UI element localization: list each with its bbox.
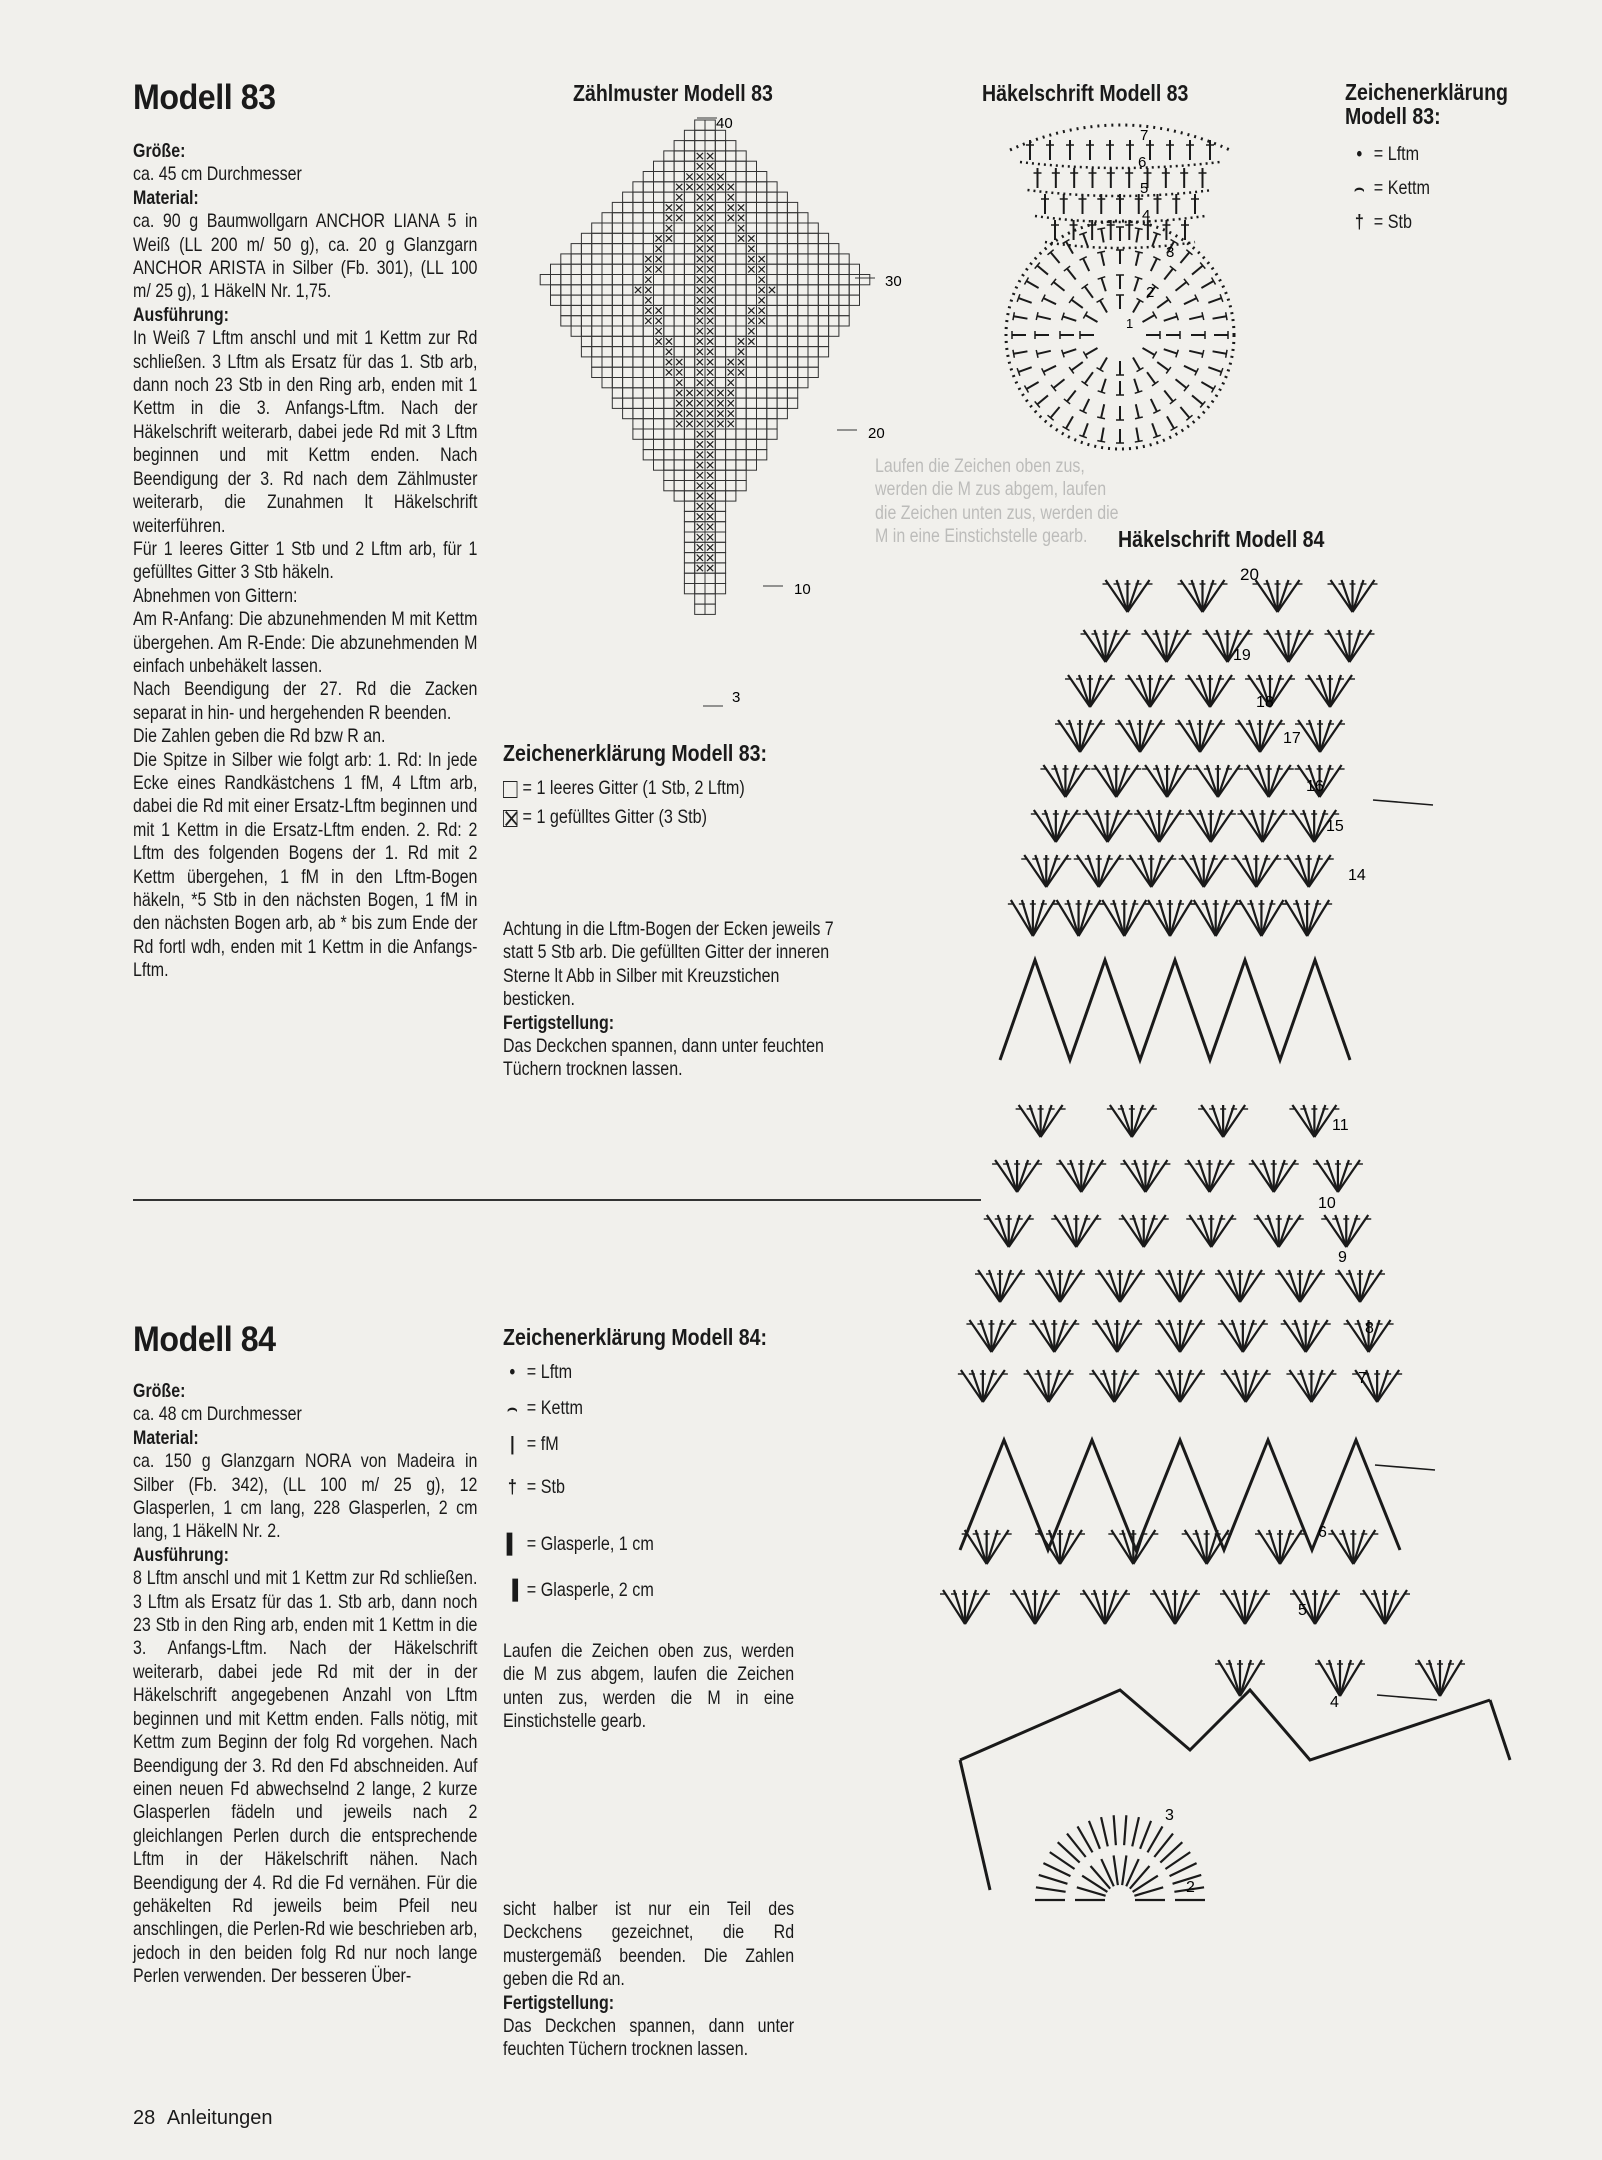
chart-row-label: 20 [868, 425, 885, 442]
round-label: 4 [1142, 207, 1151, 224]
round-label: 5 [1140, 180, 1149, 197]
round-label: 7 [1358, 1370, 1367, 1387]
model84-continued [503, 1898, 794, 2062]
round-label: 5 [1298, 1602, 1307, 1619]
model83-execution-paragraph: Die Zahlen geben die Rd bzw R an. [133, 725, 386, 748]
legend-bead-2cm: ▐ = Glasperle, 2 cm [503, 1580, 654, 1602]
round-label: 18 [1256, 694, 1274, 711]
round-label: 4 [1330, 1694, 1339, 1711]
legend-cross-box: = 1 gefülltes Gitter (3 Stb) [503, 807, 707, 829]
legend-lftm: • = Lftm [503, 1362, 572, 1384]
model83-crochet-title: Häkelschrift Modell 83 [982, 80, 1189, 106]
chain-stitch-icon: • [1356, 144, 1363, 165]
legend-fm: | = fM [503, 1434, 559, 1456]
round-label: 9 [1338, 1249, 1347, 1266]
round-label: 20 [1240, 565, 1259, 584]
footer-section: Anleitungen [166, 2107, 273, 2129]
treble-stitch-icon: † [507, 1477, 517, 1498]
section-divider [133, 1199, 981, 1201]
model84-join-note-ghost: Laufen die Zeichen oben zus, werden die M zus abgem, laufen die Zeichen unten zus, werden die M in eine Einstichstelle gearb. [875, 455, 1119, 548]
model84-title: Modell 84 [133, 1320, 276, 1359]
model83-note-text: Achtung in die Lftm-Bogen der Ecken jeweils 7 statt 5 Stb arb. Die gefüllten Gitter der inneren Sterne lt Abb in Silber mit Kreuzstichen besticken. [503, 918, 834, 1011]
chart-row-label: 3 [732, 689, 741, 706]
model83-execution-paragraph: Nach Beendigung der 27. Rd die Zacken separat in hin- und hergehenden R beenden. [133, 678, 478, 724]
round-label: 2 [1146, 284, 1155, 301]
model84-finish-label: Fertigstellung: [503, 1991, 615, 2014]
model83-crochet-diagram [960, 110, 1280, 460]
model83-note [503, 918, 852, 1082]
model83-chart-title: Zählmuster Modell 83 [573, 80, 773, 106]
model84-execution-label: Ausführung: [133, 1543, 229, 1566]
model83-material-label: Material: [133, 186, 199, 209]
bead-long-icon: ▐ [506, 1580, 519, 1601]
model83-execution-paragraph: Die Spitze in Silber wie folgt arb: 1. Rd: In jede Ecke eines Randkästchens 1 fM, 4 Lftm arb, dabei die Rd mit einer Ersatz-Lftm beginnen und mit 1 Kettm in die Ersatz-Lftm enden. 2. Rd: 2 Lftm des folgenden Bogens der 1. Rd mit 2 Kettm übergehen, 1 fM in den Lftm-Bogen häkeln, *5 Stb in den nächsten Bogen, 1 fM in den nächsten Bogen arb, ab * bis zum Ende der Rd fortl wdh, enden mit 1 Kettm in die Anfangs-Lftm. [133, 748, 478, 982]
model84-execution-text: 8 Lftm anschl und mit 1 Kettm zur Rd schließen. 3 Lftm als Ersatz für das 1. Stb arb, dann noch 23 Stb in den Ring arb, enden mit 1 Kettm in die 3. Anfangs-Lftm. Nach der Häkelschrift weiterarb, dabei jede Rd mit der in der Häkelschrift angegebenen Anzahl von Lftm beginnen und mit Kettm enden. Falls nötig, mit Kettm zum Beginn der folg Rd vorgehen. Nach Beendigung der 3. Rd den Fd abschneiden. Auf einen neuen Fd abwechselnd 2 lange, 2 kurze Glasperlen fädeln und jeweils nach 2 gleichlangen Perlen durch die entsprechende Lftm in der Häkelschrift nähen. Nach Beendigung der 4. Rd die Fd vernähen. Für die gehäkelten Rd jeweils beim Pfeil neu anschlingen, die Perlen-Rd wie beschrieben arb, jedoch in den beiden folg Rd nur noch lange Perlen verwenden. Der besseren Über- [133, 1567, 478, 1988]
bead-short-icon: ▌ [506, 1534, 519, 1555]
chain-stitch-icon: • [509, 1362, 516, 1383]
model84-size-value: ca. 48 cm Durchmesser [133, 1403, 302, 1426]
single-crochet-icon: | [510, 1434, 515, 1455]
model83-title: Modell 83 [133, 78, 276, 117]
cross-box-icon [503, 810, 517, 827]
model84-finish-text: Das Deckchen spannen, dann unter feuchten Tüchern trocknen lassen. [503, 2015, 795, 2061]
model84-join-note [503, 1640, 794, 1734]
chart-row-label: 10 [794, 581, 811, 598]
slip-stitch-icon: ⌢ [507, 1398, 518, 1419]
model84-material-text: ca. 150 g Glanzgarn NORA von Madeira in Silber (Fb. 342), (LL 100 m/ 25 g), 12 Glasperlen, 1 cm lang, 228 Glasperlen, 2 cm lang, 1 HäkelN Nr. 2. [133, 1450, 478, 1543]
legend-kettm: ⌢ = Kettm [1350, 178, 1430, 200]
model84-instructions [133, 1380, 477, 1989]
model83-legend-title: Zeichenerklärung Modell 83: [1345, 79, 1508, 129]
round-label: 6 [1318, 1524, 1327, 1541]
model83-finish-text: Das Deckchen spannen, dann unter feuchten Tüchern trocknen lassen. [503, 1035, 824, 1081]
page-footer [133, 2107, 272, 2130]
round-label: 17 [1283, 730, 1301, 747]
empty-box-icon [503, 781, 517, 798]
chart-row-label: 30 [885, 273, 902, 290]
round-label: 16 [1306, 778, 1324, 795]
round-label: 14 [1348, 867, 1366, 884]
slip-stitch-icon: ⌢ [1354, 178, 1365, 199]
model83-chart-legend-title: Zeichenerklärung Modell 83: [503, 740, 768, 766]
legend-bead-1cm: ▌ = Glasperle, 1 cm [503, 1534, 654, 1556]
legend-stb: † = Stb [503, 1477, 565, 1499]
model83-execution-paragraph: Abnehmen von Gittern: [133, 584, 298, 607]
round-label: 3 [1165, 1807, 1174, 1824]
model83-instructions [133, 140, 477, 983]
model83-counting-chart [500, 108, 920, 718]
model84-join-note-text: Laufen die Zeichen oben zus, werden die M zus abgem, laufen die Zeichen unten zus, werden die M in eine Einstichstelle gearb. [503, 1640, 795, 1733]
model83-finish-label: Fertigstellung: [503, 1011, 615, 1034]
round-label: 10 [1318, 1195, 1336, 1212]
legend-kettm: ⌢ = Kettm [503, 1398, 583, 1420]
model83-execution-text [133, 327, 477, 982]
round-label: 7 [1140, 127, 1149, 144]
round-label: 19 [1233, 647, 1251, 664]
round-label: 11 [1332, 1117, 1349, 1134]
bleed-through-text [875, 455, 1121, 549]
model83-size-label: Größe: [133, 140, 186, 162]
model83-execution-label: Ausführung: [133, 303, 229, 326]
round-label: 1 [1126, 316, 1134, 331]
model84-crochet-diagram [890, 560, 1550, 2000]
model84-size-label: Größe: [133, 1380, 186, 1402]
model84-crochet-title: Häkelschrift Modell 84 [1118, 526, 1325, 552]
model84-legend-title: Zeichenerklärung Modell 84: [503, 1324, 768, 1350]
model84-continued-text: sicht halber ist nur ein Teil des Deckchens gezeichnet, die Rd mustergemäß beenden. Die Zahlen geben die Rd an. [503, 1898, 795, 1991]
model83-execution-paragraph: In Weiß 7 Lftm anschl und mit 1 Kettm zur Rd schließen. 3 Lftm als Ersatz für das 1. Stb arb, dann noch 23 Stb in den Ring arb, enden mit 1 Kettm in die 3. Anfangs-Lftm. Nach der Häkelschrift weiterarb, dabei jede Rd mit 3 Lftm beginnen und mit Kettm enden. Nach Beendigung der 3. Rd nach dem Zählmuster weiterarb, die Zunahmen lt Häkelschrift weiterführen. [133, 327, 478, 537]
model83-execution-paragraph: Am R-Anfang: Die abzunehmenden M mit Kettm übergehen. Am R-Ende: Die abzunehmenden M einfach unbehäkelt lassen. [133, 608, 478, 677]
model83-size-value: ca. 45 cm Durchmesser [133, 163, 302, 186]
page-number: 28 [133, 2107, 156, 2129]
round-label: 3 [1166, 244, 1175, 261]
model84-material-label: Material: [133, 1426, 199, 1449]
round-label: 8 [1365, 1320, 1374, 1337]
legend-stb: † = Stb [1350, 212, 1412, 234]
round-label: 15 [1326, 818, 1344, 835]
round-label: 6 [1138, 154, 1147, 171]
treble-stitch-icon: † [1354, 212, 1364, 233]
model83-execution-paragraph: Für 1 leeres Gitter 1 Stb und 2 Lftm arb, für 1 gefülltes Gitter 3 Stb häkeln. [133, 537, 478, 584]
legend-empty-box: = 1 leeres Gitter (1 Stb, 2 Lftm) [503, 778, 745, 800]
legend-lftm: • = Lftm [1350, 144, 1419, 166]
chart-row-label: 40 [716, 115, 733, 132]
round-label: 2 [1186, 1879, 1195, 1896]
model83-material-text: ca. 90 g Baumwollgarn ANCHOR LIANA 5 in Weiß (LL 200 m/ 50 g), ca. 20 g Glanzgarn ANCHOR ARISTA in Silber (Fb. 301), (LL 100 m/ 25 g), 1 HäkelN Nr. 1,75. [133, 210, 478, 303]
